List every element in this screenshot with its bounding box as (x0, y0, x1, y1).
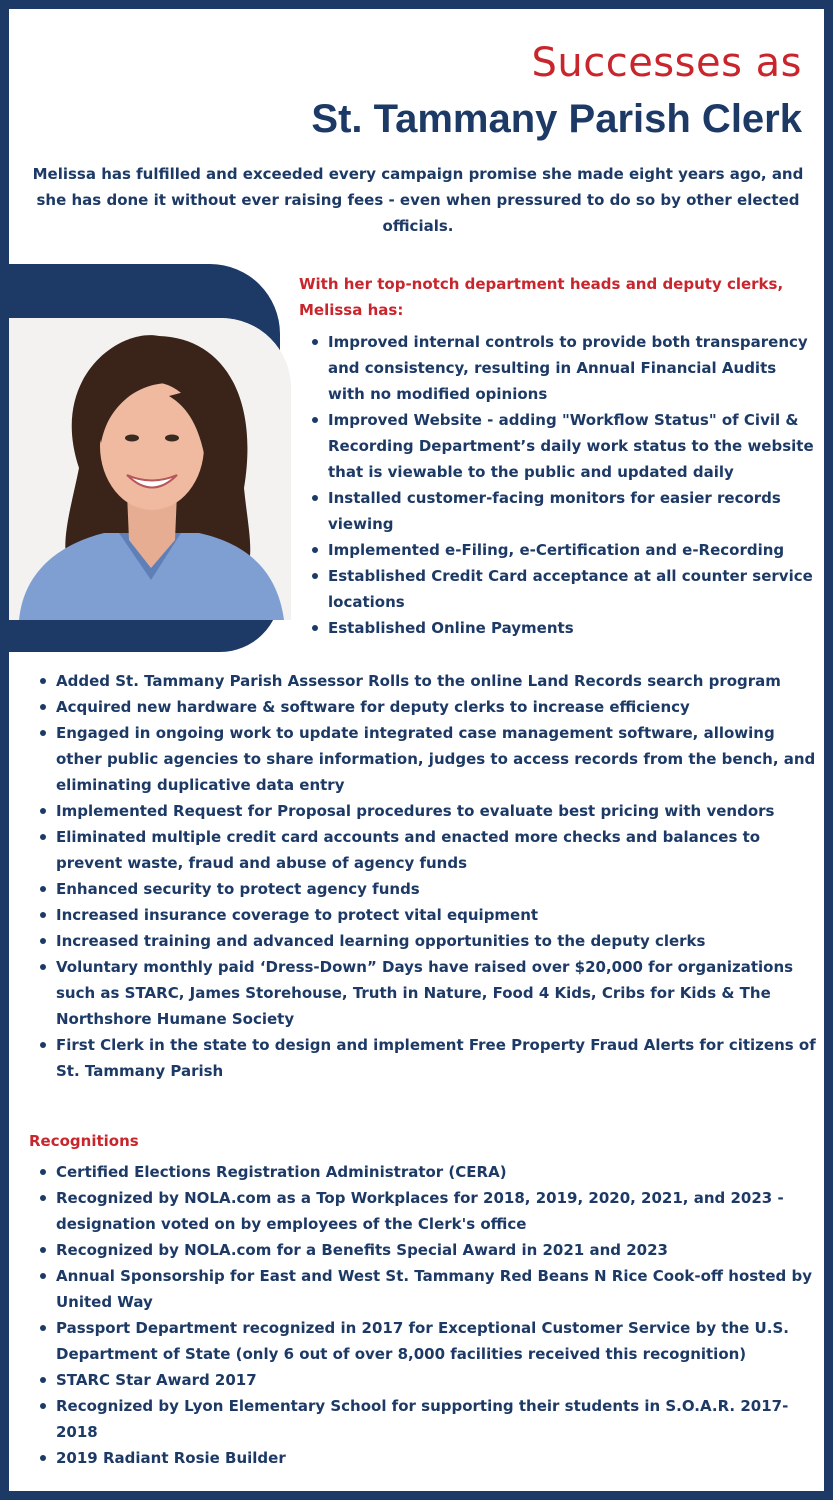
list-item: Acquired new hardware & software for deputy clerks to increase efficiency (37, 694, 817, 720)
list-item: Passport Department recognized in 2017 for Exceptional Customer Service by the U.S. Department of State (only 6 out of over 8,000 facilities received this recognition) (37, 1315, 817, 1367)
list-item: Implemented e-Filing, e-Certification and e-Recording (309, 537, 814, 563)
portrait-photo (9, 318, 291, 620)
list-item: Engaged in ongoing work to update integrated case management software, allowing other public agencies to share information, judges to access records from the bench, and eliminating duplicative data entry (37, 720, 817, 798)
list-item: Installed customer-facing monitors for easier records viewing (309, 485, 814, 537)
list-item: First Clerk in the state to design and implement Free Property Fraud Alerts for citizens of St. Tammany Parish (37, 1032, 817, 1084)
list-item: Established Online Payments (309, 615, 814, 641)
list-item: Improved Website - adding "Workflow Status" of Civil & Recording Department’s daily work status to the website that is viewable to the public and updated daily (309, 407, 814, 485)
recognitions-list (37, 1159, 817, 1471)
flyer-page (9, 9, 824, 1491)
list-item: Enhanced security to protect agency funds (37, 876, 817, 902)
achievements-heading: With her top-notch department heads and deputy clerks, Melissa has: (299, 275, 784, 319)
list-item: 2019 Radiant Rosie Builder (37, 1445, 817, 1471)
list-item: Recognized by NOLA.com as a Top Workplaces for 2018, 2019, 2020, 2021, and 2023 - designation voted on by employees of the Clerk's office (37, 1185, 817, 1237)
list-item: Improved internal controls to provide both transparency and consistency, resulting in Annual Financial Audits with no modified opinions (309, 329, 814, 407)
list-item: Implemented Request for Proposal procedures to evaluate best pricing with vendors (37, 798, 817, 824)
list-item: Increased training and advanced learning opportunities to the deputy clerks (37, 928, 817, 954)
portrait-illustration (9, 318, 291, 620)
list-item: Added St. Tammany Parish Assessor Rolls to the online Land Records search program (37, 668, 817, 694)
list-item: Voluntary monthly paid ‘Dress-Down” Days have raised over $20,000 for organizations such as STARC, James Storehouse, Truth in Nature, Food 4 Kids, Cribs for Kids & The Northshore Humane Society (37, 954, 817, 1032)
list-item: Annual Sponsorship for East and West St. Tammany Red Beans N Rice Cook-off hosted by United Way (37, 1263, 817, 1315)
title-line-2: St. Tammany Parish Clerk (311, 97, 802, 141)
list-item: Recognized by Lyon Elementary School for supporting their students in S.O.A.R. 2017-2018 (37, 1393, 817, 1445)
list-item: Established Credit Card acceptance at all counter service locations (309, 563, 814, 615)
list-item: Certified Elections Registration Administrator (CERA) (37, 1159, 817, 1185)
title-line-1: Successes as (531, 40, 802, 86)
list-item: Increased insurance coverage to protect vital equipment (37, 902, 817, 928)
achievements-list-beside-photo (309, 329, 814, 641)
recognitions-heading: Recognitions (29, 1132, 139, 1150)
list-item: Eliminated multiple credit card accounts and enacted more checks and balances to prevent waste, fraud and abuse of agency funds (37, 824, 817, 876)
achievements-list-full-width (37, 668, 817, 1084)
list-item: STARC Star Award 2017 (37, 1367, 817, 1393)
list-item: Recognized by NOLA.com for a Benefits Special Award in 2021 and 2023 (37, 1237, 817, 1263)
intro-paragraph: Melissa has fulfilled and exceeded every campaign promise she made eight years ago, and she has done it without ever raising fees - even when pressured to do so by other elected officials. (32, 165, 804, 235)
